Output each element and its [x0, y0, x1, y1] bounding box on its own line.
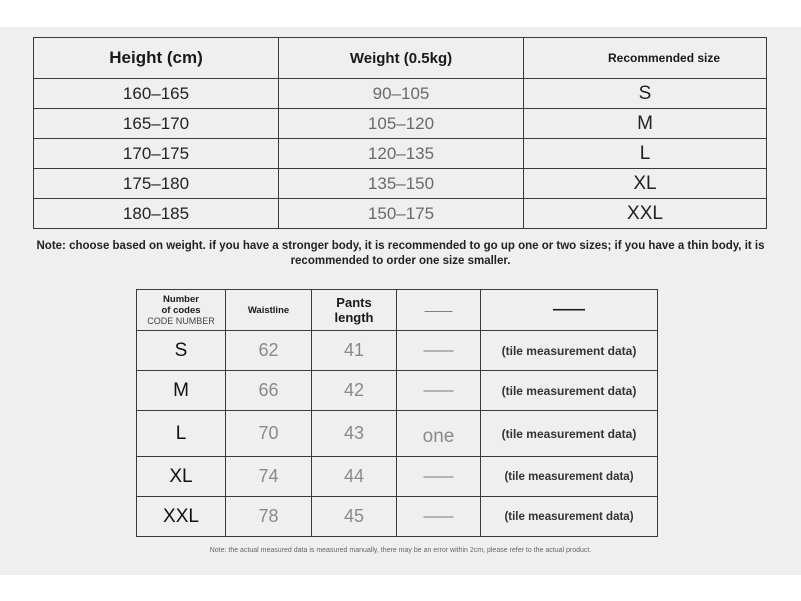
footer-note: Note: the actual measured data is measured manually, there may be an error within 2cm, please refer to the actual product. [209, 547, 592, 554]
measurement-data-cell: (tile measurement data) [481, 331, 658, 371]
col4-cell: —— [397, 331, 481, 371]
measurement-data-cell: (tile measurement data) [481, 457, 658, 497]
table-row [34, 109, 767, 139]
pants-length-header [312, 290, 397, 331]
pants-cell: 45 [312, 497, 397, 537]
code-number-subtitle: CODE NUMBER [147, 315, 215, 326]
waist-cell: 66 [226, 371, 312, 411]
table-header-row [137, 290, 658, 331]
waist-cell: 70 [226, 411, 312, 457]
table-row [137, 331, 658, 371]
size-cell: M [137, 371, 226, 411]
size-cell: XL [524, 169, 767, 199]
col4-cell: one [397, 411, 481, 457]
size-cell: L [524, 139, 767, 169]
code-number-header [137, 290, 226, 331]
measurement-data-cell: (tile measurement data) [481, 497, 658, 537]
size-cell: S [524, 79, 767, 109]
height-cell: 160–165 [34, 79, 279, 109]
weight-cell: 150–175 [279, 199, 524, 229]
weight-header: Weight (0.5kg) [279, 38, 524, 79]
size-cell: XXL [137, 497, 226, 537]
size-recommendation-table [33, 37, 767, 229]
height-cell: 170–175 [34, 139, 279, 169]
size-cell: S [137, 331, 226, 371]
table-row [137, 371, 658, 411]
size-cell: XL [137, 457, 226, 497]
pants-cell: 42 [312, 371, 397, 411]
col5-header: —— [481, 290, 658, 331]
measurement-data-cell: (tile measurement data) [481, 411, 658, 457]
recommended-size-header: Recommended size [524, 38, 767, 79]
table-header-row [34, 38, 767, 79]
waistline-header: Waistline [226, 290, 312, 331]
table-row [137, 497, 658, 537]
col4-cell: —— [397, 457, 481, 497]
height-cell: 180–185 [34, 199, 279, 229]
sizing-note: Note: choose based on weight. if you have a stronger body, it is recommended to go up one or two sizes; if you have a thin body, it is recommended to order one size smaller. [36, 240, 765, 267]
height-cell: 165–170 [34, 109, 279, 139]
height-cell: 175–180 [34, 169, 279, 199]
weight-cell: 105–120 [279, 109, 524, 139]
size-cell: M [524, 109, 767, 139]
col4-cell: —— [397, 497, 481, 537]
measurement-data-cell: (tile measurement data) [481, 371, 658, 411]
measurement-table [136, 289, 658, 537]
table-row [34, 139, 767, 169]
pants-cell: 43 [312, 411, 397, 457]
col4-header: —— [397, 290, 481, 331]
table-row [34, 199, 767, 229]
waist-cell: 78 [226, 497, 312, 537]
col4-cell: —— [397, 371, 481, 411]
table-row [34, 169, 767, 199]
weight-cell: 90–105 [279, 79, 524, 109]
weight-cell: 135–150 [279, 169, 524, 199]
table-row [137, 457, 658, 497]
table-row [34, 79, 767, 109]
code-number-title: Number of codes [161, 293, 201, 316]
waist-cell: 74 [226, 457, 312, 497]
pants-length-label: Pants length [334, 295, 374, 325]
table-row [137, 411, 658, 457]
size-cell: XXL [524, 199, 767, 229]
pants-cell: 44 [312, 457, 397, 497]
pants-cell: 41 [312, 331, 397, 371]
weight-cell: 120–135 [279, 139, 524, 169]
height-header: Height (cm) [34, 38, 279, 79]
waist-cell: 62 [226, 331, 312, 371]
size-cell: L [137, 411, 226, 457]
